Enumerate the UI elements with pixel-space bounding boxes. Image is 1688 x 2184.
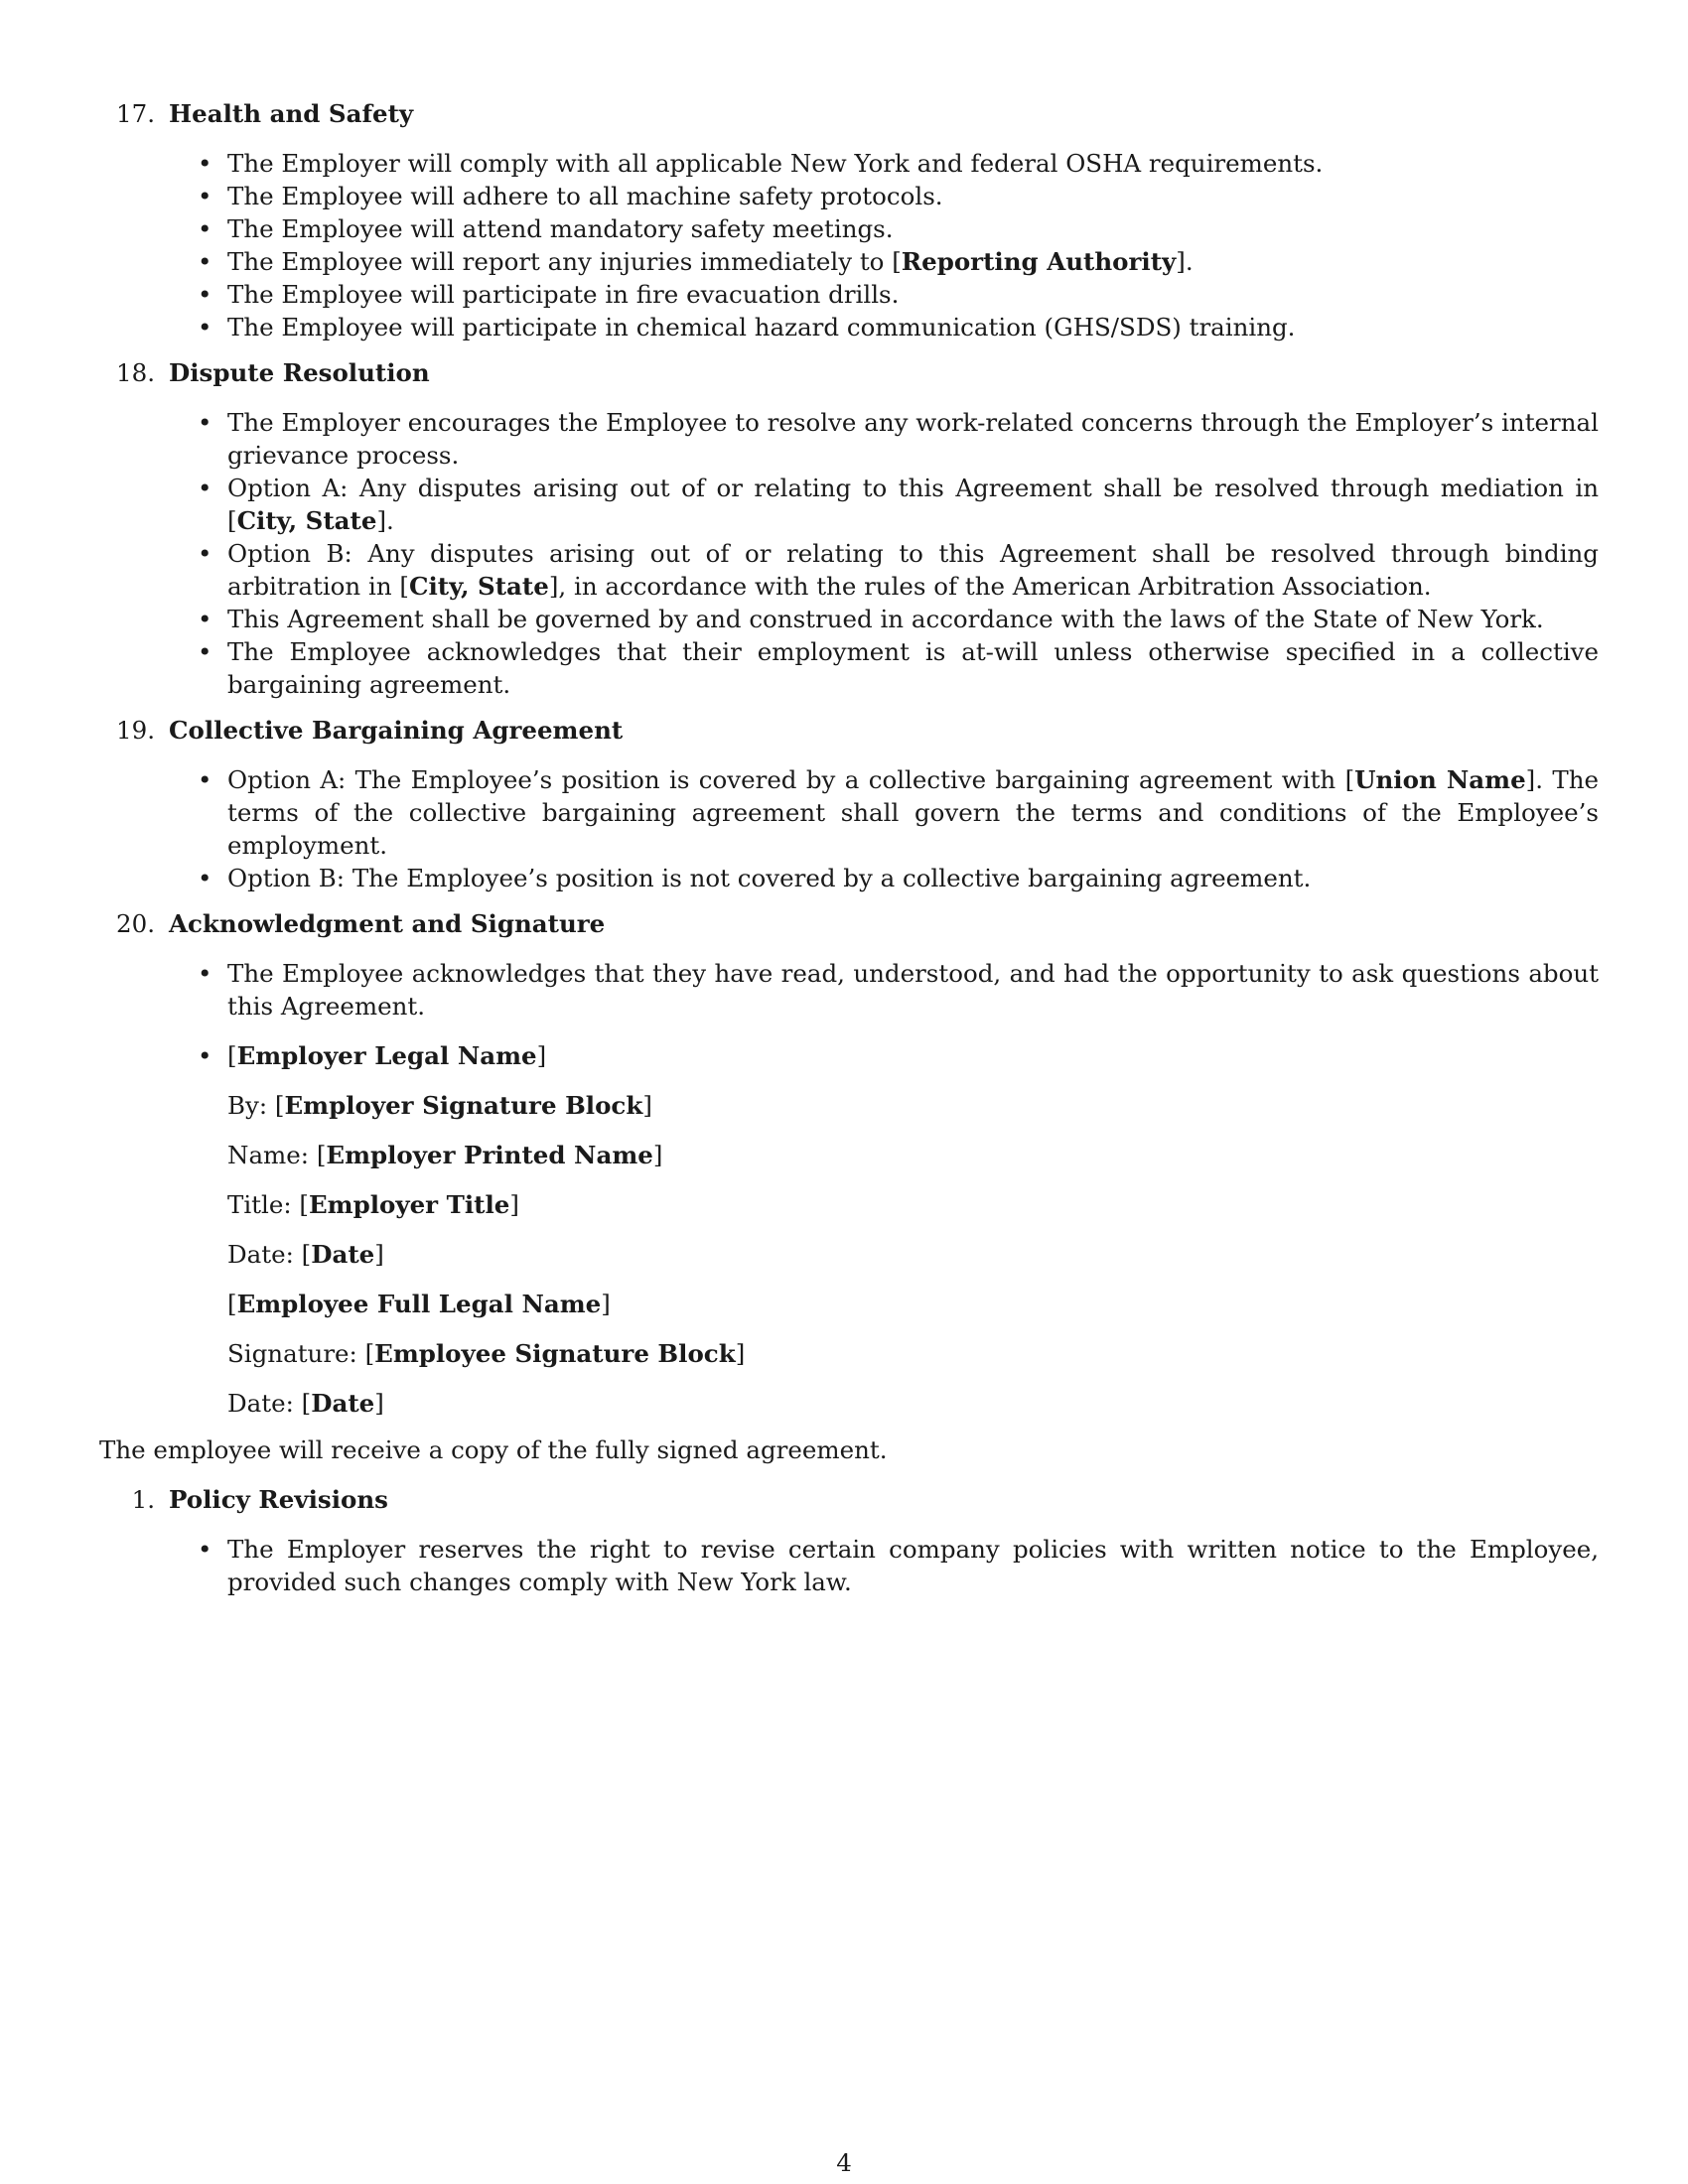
employer-signature-line: By: [Employer Signature Block] [227,1091,652,1120]
field-label: Date: [227,1240,294,1269]
section-heading [99,1483,1589,1516]
list-item: • The Employee will participate in fire evacuation drills. [198,280,900,309]
bullet-icon: • [198,539,212,568]
employer-title-line: Title: [Employer Title] [227,1190,519,1219]
bullet-list [99,147,1589,343]
section-number: 17. [116,99,155,128]
section-heading [99,97,1589,130]
employer-printed-name-placeholder: Employer Printed Name [326,1141,653,1169]
field-label: Signature: [227,1339,357,1368]
placeholder-field: City, State [408,572,549,601]
section-heading [99,714,1589,747]
employee-date-placeholder: Date [311,1389,375,1418]
bullet-icon: • [198,182,212,210]
list-item: • The Employee will report any injuries immediately to [Reporting Authority]. [198,247,1194,276]
bullet-icon: • [198,1041,212,1070]
document-page [99,97,1599,1611]
page-number: 4 [836,2148,852,2177]
field-label: By: [227,1091,268,1120]
bullet-icon: • [198,214,212,243]
employee-date-line: Date: [Date] [227,1389,384,1418]
employer-date-placeholder: Date [311,1240,375,1269]
employer-date-line: Date: [Date] [227,1240,384,1269]
list-item: • The Employee acknowledges that their employment is at-will unless otherwise specified in a collective bargaining agreement. [198,637,1599,699]
list-item: • This Agreement shall be governed by and construed in accordance with the laws of the State of New York. [198,605,1544,633]
field-label: Name: [227,1141,310,1169]
employee-legal-name: Employee Full Legal Name [236,1290,602,1318]
bullet-icon: • [198,149,212,178]
list-item: • The Employer will comply with all applicable New York and federal OSHA requirements. [198,149,1324,178]
bullet-icon: • [198,864,212,892]
section-dispute-resolution [99,356,1599,701]
section-title: Acknowledgment and Signature [169,909,606,938]
employee-signature-placeholder: Employee Signature Block [374,1339,736,1368]
section-policy-revisions [99,1483,1599,1598]
list-item: • The Employee will participate in chemical hazard communication (GHS/SDS) training. [198,313,1296,341]
list-item: • The Employee acknowledges that they have read, understood, and had the opportunity to ask questions about this Agreement. [198,959,1599,1021]
employer-printed-name-line: Name: [Employer Printed Name] [227,1141,663,1169]
placeholder-field: Reporting Authority [901,247,1177,276]
bullet-icon: • [198,605,212,633]
section-title: Collective Bargaining Agreement [169,716,624,745]
bullet-icon: • [198,474,212,502]
bullet-icon: • [198,959,212,988]
section-title: Dispute Resolution [169,358,430,387]
list-item: • The Employer reserves the right to revise certain company policies with written notice to the Employee, provided such changes comply with New York law. [198,1535,1599,1596]
placeholder-field: Union Name [1354,765,1526,794]
list-item: • The Employer encourages the Employee to resolve any work-related concerns through the Employer’s internal grievance process. [198,408,1599,470]
section-title: Policy Revisions [169,1485,388,1514]
employee-legal-name-line: [Employee Full Legal Name] [227,1290,611,1318]
bullet-list [99,1533,1599,1598]
employer-signature-placeholder: Employer Signature Block [284,1091,643,1120]
bullet-icon: • [198,408,212,437]
list-item: • Option A: Any disputes arising out of or relating to this Agreement shall be resolved through mediation in [City, State]. [198,474,1599,535]
placeholder-field: City, State [236,506,377,535]
section-number: 1. [131,1485,155,1514]
bullet-list [99,763,1599,894]
bullet-icon: • [198,280,212,309]
list-item: • Option B: Any disputes arising out of or relating to this Agreement shall be resolved through binding arbitration in [City, State], in accordance with the rules of the American Arbitration Association. [198,539,1599,601]
bullet-icon: • [198,637,212,666]
section-acknowledgment-signature [99,907,1599,1420]
employer-legal-name-line: • [Employer Legal Name] [198,1041,547,1070]
list-item: • Option B: The Employee’s position is not covered by a collective bargaining agreement. [198,864,1312,892]
bullet-icon: • [198,1535,212,1564]
section-number: 20. [116,909,155,938]
section-title: Health and Safety [169,99,414,128]
bullet-icon: • [198,247,212,276]
bullet-icon: • [198,313,212,341]
section-number: 19. [116,716,155,745]
section-heading [99,907,1589,940]
bullet-icon: • [198,765,212,794]
list-item: • The Employee will adhere to all machine safety protocols. [198,182,943,210]
section-health-safety [99,97,1589,343]
list-item: • The Employee will attend mandatory safety meetings. [198,214,894,243]
section-collective-bargaining [99,714,1599,894]
section-heading [99,356,1589,389]
bullet-list [99,406,1599,701]
employer-title-placeholder: Employer Title [308,1190,510,1219]
field-label: Title: [227,1190,292,1219]
employer-legal-name: Employer Legal Name [236,1041,537,1070]
employee-signature-line: Signature: [Employee Signature Block] [227,1339,746,1368]
field-label: Date: [227,1389,294,1418]
signature-block [99,1039,1589,1420]
section-number: 18. [116,358,155,387]
bullet-list [99,957,1599,1023]
closing-text: The employee will receive a copy of the fully signed agreement. [99,1435,888,1464]
list-item: • Option A: The Employee’s position is covered by a collective bargaining agreement with [Union Name]. The terms of the collective bargaining agreement shall govern the terms and conditions of the Employee’s employment. [198,765,1599,860]
